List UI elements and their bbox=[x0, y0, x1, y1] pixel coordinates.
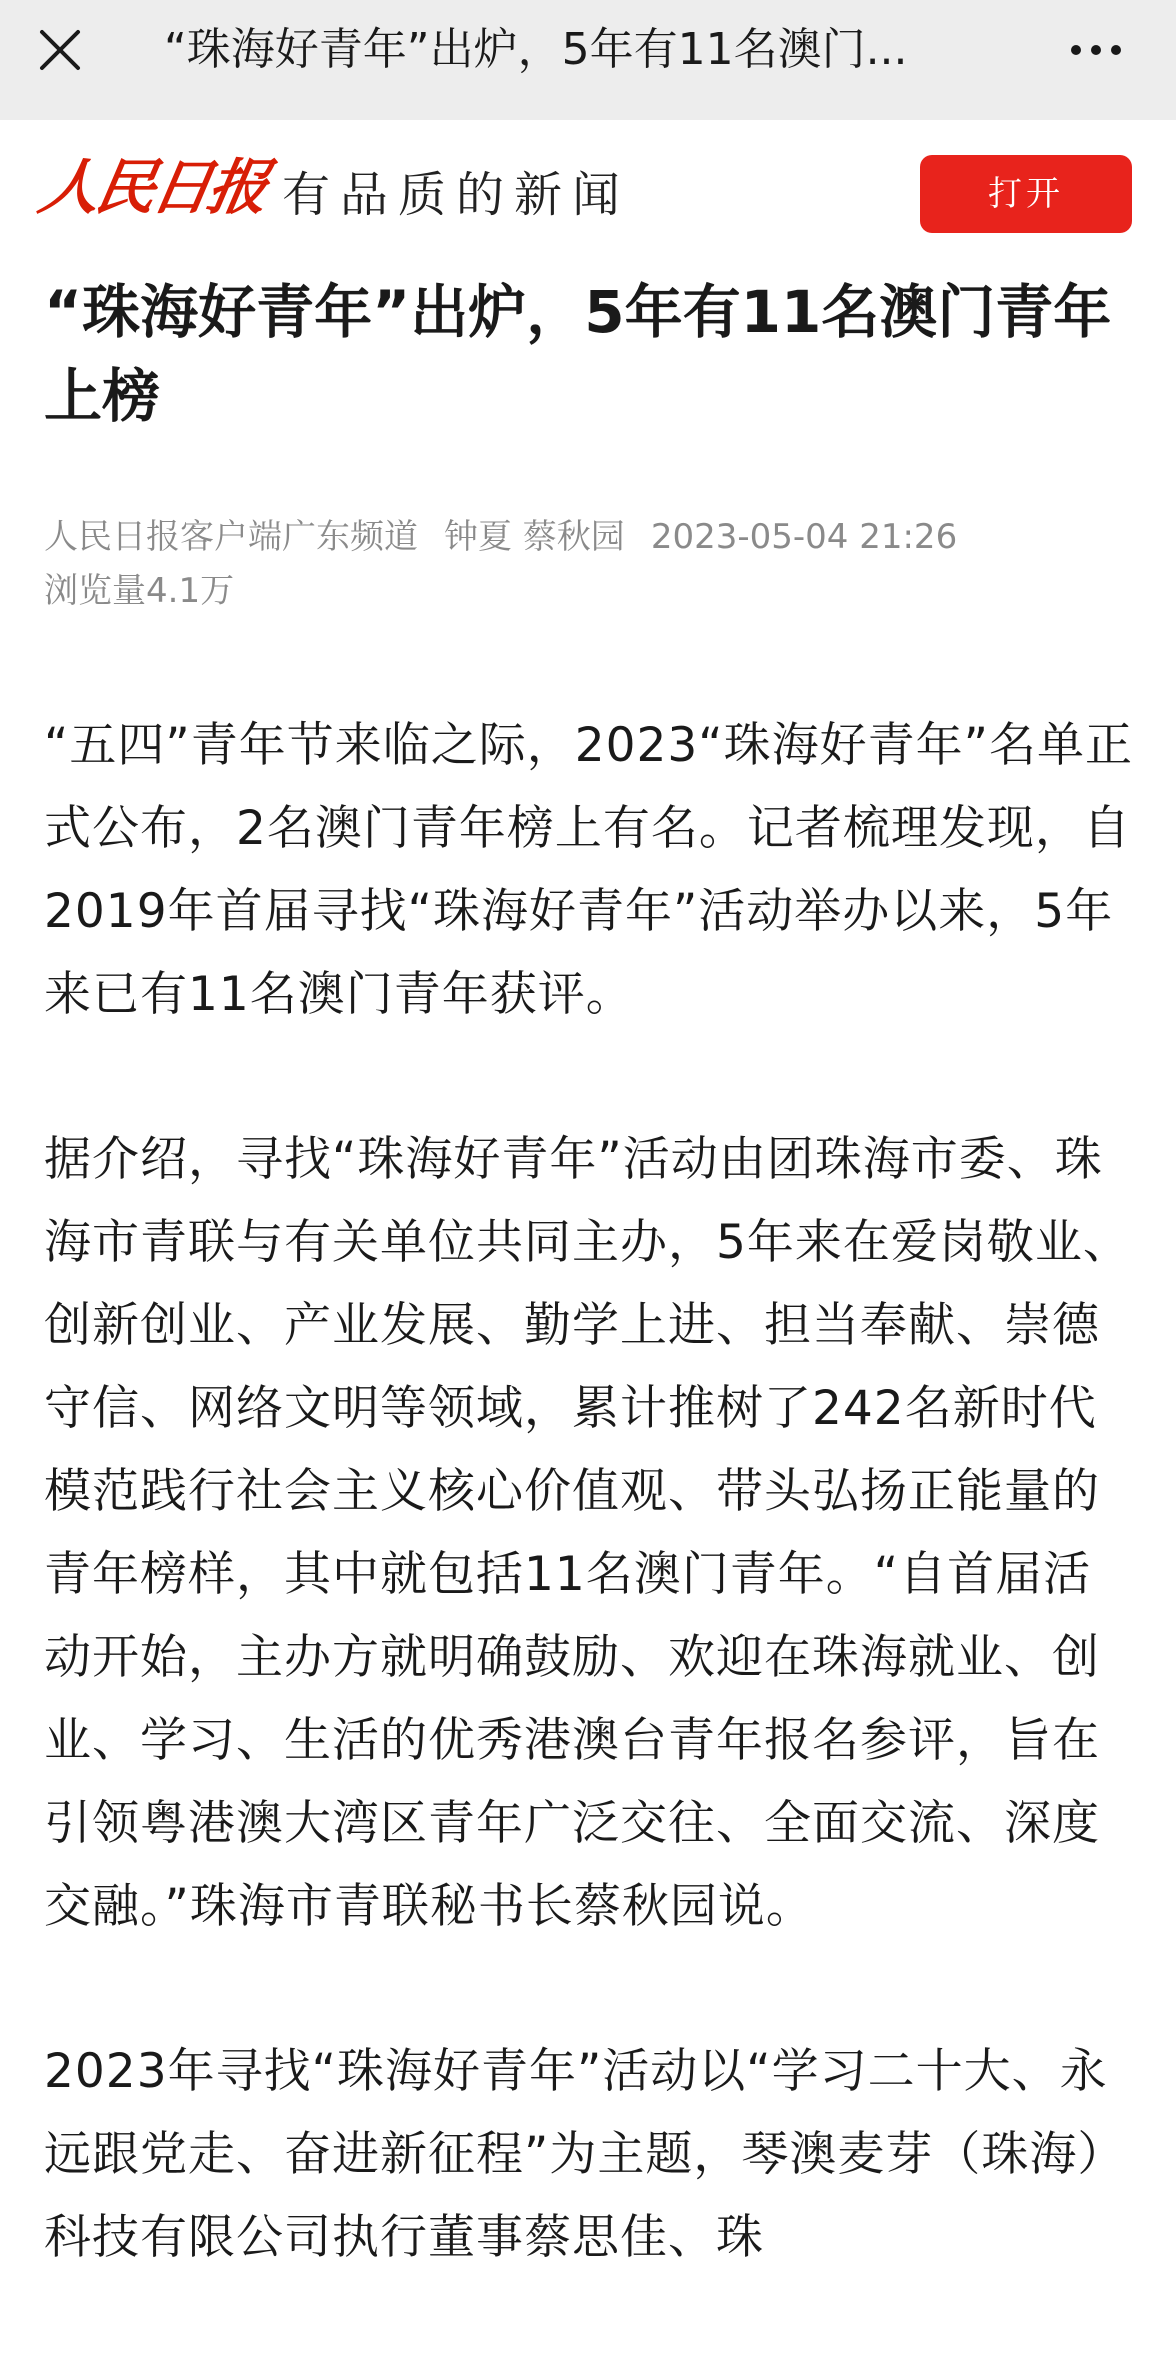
close-icon bbox=[28, 18, 92, 82]
article-meta bbox=[44, 510, 1134, 618]
brand-bar bbox=[0, 120, 1176, 260]
article bbox=[44, 270, 1134, 2361]
open-app-button[interactable]: 打开 bbox=[920, 155, 1132, 233]
article-source[interactable]: 人民日报客户端广东频道 bbox=[44, 517, 418, 557]
top-app-bar bbox=[0, 0, 1176, 120]
more-button[interactable] bbox=[1060, 18, 1132, 82]
article-body bbox=[44, 704, 1134, 2279]
article-headline: “珠海好青年”出炉，5年有11名澳门青年上榜 bbox=[44, 278, 1112, 430]
article-views: 浏览量4.1万 bbox=[44, 571, 235, 611]
brand-logo: 人民日报 bbox=[33, 153, 271, 223]
article-paragraph: 2023年寻找“珠海好青年”活动以“学习二十大、永远跟党走、奋进新征程”为主题，琴澳麦芽（珠海）科技有限公司执行董事蔡思佳、珠 bbox=[44, 2044, 1126, 2265]
article-authors: 钟夏 蔡秋园 bbox=[444, 517, 625, 557]
article-datetime: 2023-05-04 21:26 bbox=[650, 517, 958, 557]
article-paragraph: “五四”青年节来临之际，2023“珠海好青年”名单正式公布，2名澳门青年榜上有名。记者梳理发现，自2019年首届寻找“珠海好青年”活动举办以来，5年来已有11名澳门青年获评。 bbox=[44, 718, 1134, 1022]
more-dots-icon bbox=[1060, 18, 1132, 82]
brand-slogan: 有品质的新闻 bbox=[282, 167, 631, 223]
article-paragraph: 据介绍，寻找“珠海好青年”活动由团珠海市委、珠海市青联与有关单位共同主办，5年来在爱岗敬业、创新创业、产业发展、勤学上进、担当奉献、崇德守信、网络文明等领域，累计推树了242名新时代模范践行社会主义核心价值观、带头弘扬正能量的青年榜样，其中就包括11名澳门青年。“自首届活动开始，主办方就明确鼓励、欢迎在珠海就业、创业、学习、生活的优秀港澳台青年报名参评，旨在引领粤港澳大湾区青年广泛交往、全面交流、深度交融。”珠海市青联秘书长蔡秋园说。 bbox=[44, 1132, 1131, 1934]
page-title: “珠海好青年”出炉，5年有11名澳门... bbox=[164, 24, 908, 75]
close-button[interactable] bbox=[28, 18, 92, 82]
